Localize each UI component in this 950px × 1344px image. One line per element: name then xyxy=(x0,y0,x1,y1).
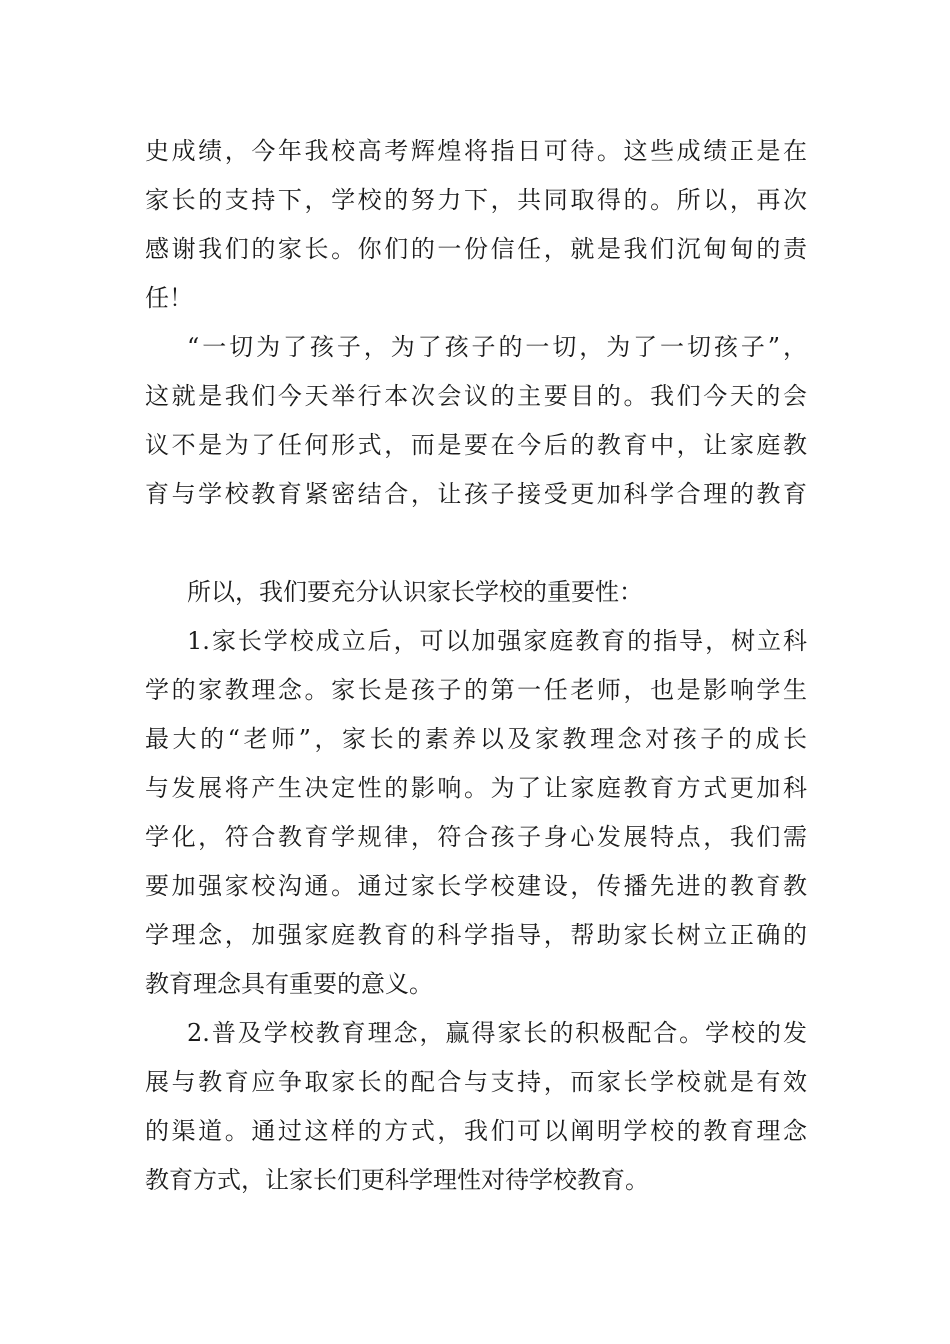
document-body xyxy=(145,127,807,1205)
paragraph-4-line-8: 教育理念具有重要的意义。 xyxy=(145,970,433,998)
paragraph-2-line-4: 育与学校教育紧密结合，让孩子接受更加科学合理的教育 xyxy=(145,480,807,508)
paragraph-4-line-6: 要加强家校沟通。通过家长学校建设，传播先进的教育教 xyxy=(145,872,807,900)
paragraph-4-line-5: 学化，符合教育学规律，符合孩子身心发展特点，我们需 xyxy=(145,823,807,851)
paragraph-4-line-2: 学的家教理念。家长是孩子的第一任老师，也是影响学生 xyxy=(145,676,807,704)
paragraph-5-line-1: 2.普及学校教育理念，赢得家长的积极配合。学校的发 xyxy=(187,1019,807,1047)
paragraph-1-line-1: 史成绩，今年我校高考辉煌将指日可待。这些成绩正是在 xyxy=(145,137,807,165)
paragraph-5-line-2: 展与教育应争取家长的配合与支持，而家长学校就是有效 xyxy=(145,1068,807,1096)
paragraph-2-line-1: “一切为了孩子，为了孩子的一切，为了一切孩子”， xyxy=(187,333,807,361)
paragraph-2-line-2: 这就是我们今天举行本次会议的主要目的。我们今天的会 xyxy=(145,382,807,410)
paragraph-1-line-3: 感谢我们的家长。你们的一份信任，就是我们沉甸甸的责 xyxy=(145,235,807,263)
paragraph-4-line-3: 最大的“老师”，家长的素养以及家教理念对孩子的成长 xyxy=(145,725,807,753)
paragraph-4-line-1: 1.家长学校成立后，可以加强家庭教育的指导，树立科 xyxy=(187,627,807,655)
paragraph-1-line-4: 任！ xyxy=(145,284,193,312)
blank-line xyxy=(145,519,807,568)
paragraph-2-line-3: 议不是为了任何形式，而是要在今后的教育中，让家庭教 xyxy=(145,431,807,459)
paragraph-4-line-4: 与发展将产生决定性的影响。为了让家庭教育方式更加科 xyxy=(145,774,807,802)
paragraph-1-line-2: 家长的支持下，学校的努力下，共同取得的。所以，再次 xyxy=(145,186,807,214)
paragraph-5-line-4: 教育方式，让家长们更科学理性对待学校教育。 xyxy=(145,1166,649,1194)
paragraph-5-line-3: 的渠道。通过这样的方式，我们可以阐明学校的教育理念 xyxy=(145,1117,807,1145)
paragraph-4-line-7: 学理念，加强家庭教育的科学指导，帮助家长树立正确的 xyxy=(145,921,807,949)
paragraph-3-line-1: 所以，我们要充分认识家长学校的重要性： xyxy=(187,578,643,606)
